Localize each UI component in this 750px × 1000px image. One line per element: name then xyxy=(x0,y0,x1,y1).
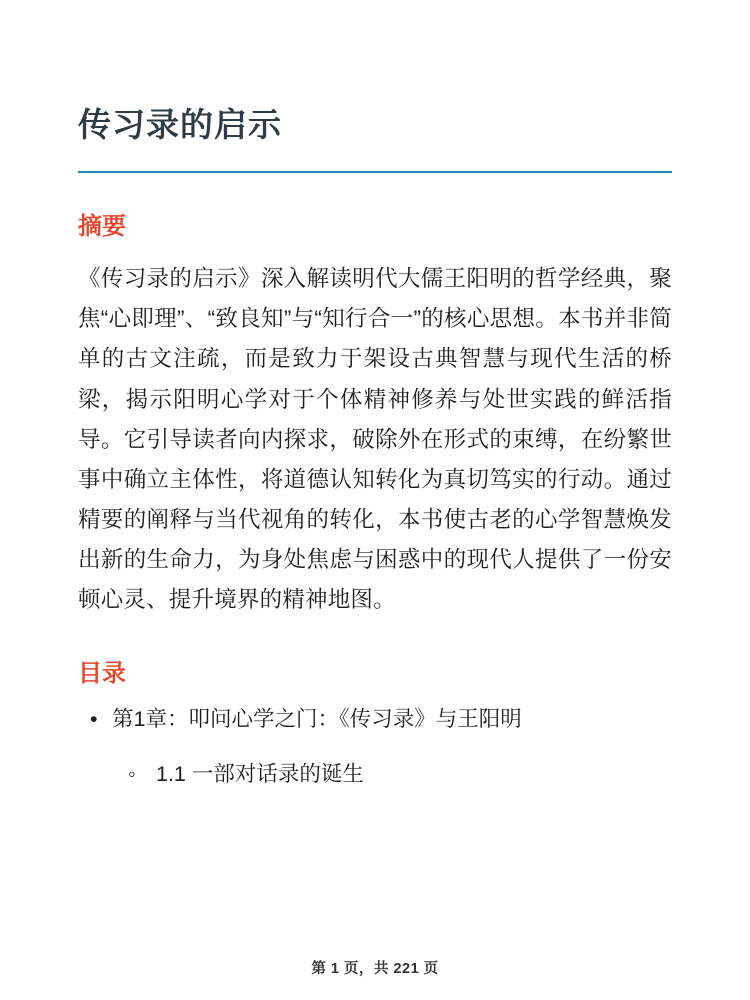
abstract-heading: 摘要 xyxy=(78,212,126,240)
toc-item-section-1-1[interactable] xyxy=(112,758,672,791)
toc-item-label: 第1章：叩问心学之门：《传习录》与王阳明 xyxy=(112,706,522,731)
page-footer: 第 1 页，共 221 页 xyxy=(311,961,439,977)
toc-item-chapter-1[interactable] xyxy=(78,703,672,792)
page-title: 传习录的启示 xyxy=(78,106,282,143)
toc-heading: 目录 xyxy=(78,659,126,687)
toc-list xyxy=(78,703,672,792)
abstract-body: 《传习录的启示》深入解读明代大儒王阳明的哲学经典，聚焦“心即理”、“致良知”与“知行合一”的核心思想。本书并非简单的古文注疏，而是致力于架设古典智慧与现代生活的桥梁，揭示阳明心学对于个体精神修养与处世实践的鲜活指导。它引导读者向内探求，破除外在形式的束缚，在纷繁世事中确立主体性，将道德认知转化为真切笃实的行动。通过精要的阐释与当代视角的转化，本书使古老的心学智慧焕发出新的生命力，为身处焦虑与困惑中的现代人提供了一份安顿心灵、提升境界的精神地图。 xyxy=(78,266,672,612)
toc-sublist xyxy=(112,758,672,791)
title-divider xyxy=(78,171,672,173)
toc-subitem-label: 1.1 一部对话录的诞生 xyxy=(156,761,364,786)
